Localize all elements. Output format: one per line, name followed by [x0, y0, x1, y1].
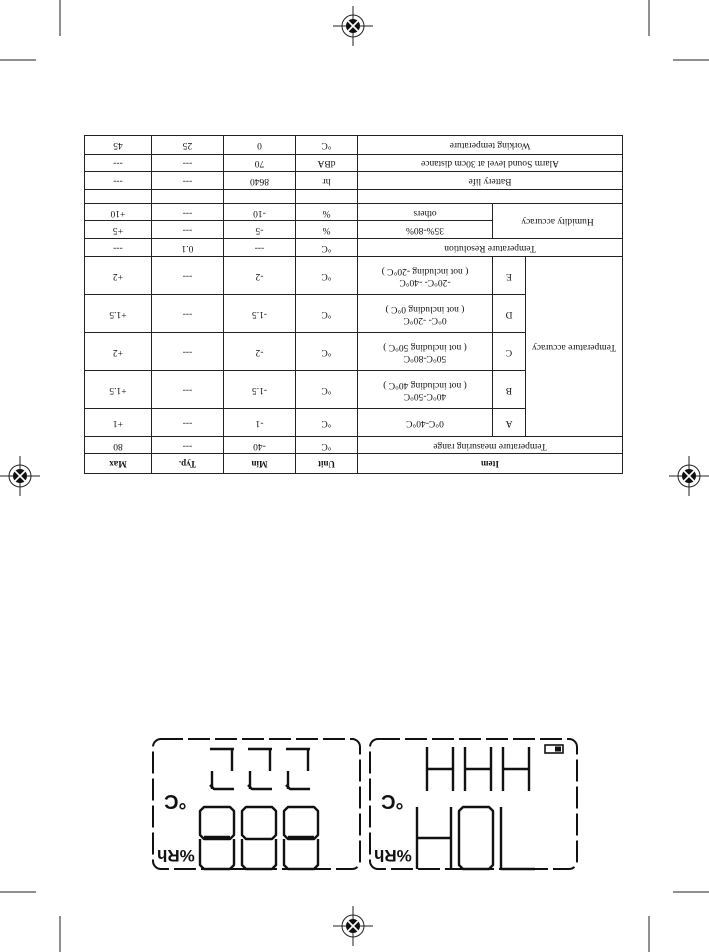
table-header-row [84, 454, 622, 474]
max-cell: +5 [84, 221, 151, 238]
table-row [84, 409, 622, 437]
unit-cell: °C [295, 295, 357, 333]
header-item: Item [357, 454, 622, 474]
item-cell: Battery life [357, 172, 622, 189]
table-row [84, 154, 622, 171]
registration-mark-right-icon [669, 456, 709, 496]
unit-cell: dBA [295, 154, 357, 171]
unit-celsius-label: °C [381, 790, 404, 812]
table-row [84, 437, 622, 454]
header-max: Max [84, 454, 151, 474]
min-cell: -40 [223, 437, 295, 454]
header-min: Min [223, 454, 295, 474]
registration-mark-bottom-icon [333, 906, 373, 946]
unit-rh-label: %Rh [374, 846, 412, 865]
registration-mark-left-icon [0, 456, 40, 496]
unit-cell: °C [295, 238, 357, 256]
item-cell: Alarm Sound level at 30cm distance [357, 154, 622, 171]
table-row-empty [84, 189, 622, 203]
lcd-display-right [369, 737, 579, 872]
max-cell: --- [84, 238, 151, 256]
unit-rh-label: %Rh [157, 846, 195, 865]
min-cell: -1.5 [223, 295, 295, 333]
max-cell: +1.5 [84, 295, 151, 333]
typ-cell: --- [151, 154, 223, 171]
min-cell: -5 [223, 221, 295, 238]
typ-cell: --- [151, 409, 223, 437]
registration-mark-top-icon [333, 6, 373, 46]
cond-line: 0°C-40°C [406, 418, 444, 429]
max-cell: +1 [84, 409, 151, 437]
item-cell: Temperature Resolution [357, 238, 622, 256]
cond-line: 40°C-50°C [403, 390, 447, 401]
max-cell: +10 [84, 203, 151, 220]
cond-note: ( not including 40°C ) [383, 379, 467, 390]
table-row [84, 172, 622, 189]
cond-cell [357, 333, 492, 371]
min-cell: 0 [223, 136, 295, 155]
max-cell: --- [84, 172, 151, 189]
max-cell: +2 [84, 333, 151, 371]
cond-cell [357, 409, 492, 437]
typ-cell: --- [151, 221, 223, 238]
unit-cell: °C [295, 409, 357, 437]
unit-cell: °C [295, 136, 357, 155]
typ-cell: 25 [151, 136, 223, 155]
code-cell: D [493, 295, 526, 333]
min-cell: -2 [223, 333, 295, 371]
lcd-display-left [152, 737, 362, 872]
unit-cell: °C [295, 333, 357, 371]
cond-line: 50°C-80°C [403, 352, 447, 363]
temp-accuracy-label: Temperature accuracy [526, 257, 623, 437]
unit-cell: °C [295, 257, 357, 295]
cond-cell [357, 371, 492, 409]
unit-cell: °C [295, 371, 357, 409]
max-cell: 45 [84, 136, 151, 155]
min-cell: -2 [223, 257, 295, 295]
min-cell: -1.5 [223, 371, 295, 409]
max-cell: +2 [84, 257, 151, 295]
code-cell: E [493, 257, 526, 295]
unit-cell: % [295, 203, 357, 220]
table-row [84, 136, 622, 155]
typ-cell: --- [151, 371, 223, 409]
typ-cell: --- [151, 203, 223, 220]
specification-table [85, 135, 623, 474]
typ-cell: --- [151, 437, 223, 454]
unit-celsius-label: °C [164, 790, 187, 812]
table-row [84, 221, 622, 238]
min-cell: --- [223, 238, 295, 256]
header-unit: Unit [295, 454, 357, 474]
typ-cell: --- [151, 172, 223, 189]
cond-note: ( not including 50°C ) [383, 341, 467, 352]
header-typ: Typ. [151, 454, 223, 474]
cond-note: ( not including 0°C ) [385, 303, 465, 314]
cond-note: ( not including -20°C ) [381, 265, 469, 276]
max-cell: +1.5 [84, 371, 151, 409]
typ-cell: --- [151, 257, 223, 295]
typ-cell: --- [151, 333, 223, 371]
unit-cell: % [295, 221, 357, 238]
cond-cell [357, 257, 492, 295]
min-cell: -10 [223, 203, 295, 220]
unit-cell: hr [295, 172, 357, 189]
humidity-accuracy-label: Humidity accuracy [493, 203, 623, 238]
item-cell: Temperature measuring range [357, 437, 622, 454]
code-cell: A [493, 409, 526, 437]
cond-cell: others [357, 203, 492, 220]
max-cell: 80 [84, 437, 151, 454]
item-cell: Working temperature [357, 136, 622, 155]
min-cell: 8640 [223, 172, 295, 189]
unit-cell: °C [295, 437, 357, 454]
cond-line: -20°C- -40°C [399, 276, 451, 287]
code-cell: B [493, 371, 526, 409]
cond-cell [357, 295, 492, 333]
min-cell: 70 [223, 154, 295, 171]
max-cell: --- [84, 154, 151, 171]
cond-line: 0°C- -20°C [403, 314, 447, 325]
min-cell: -1 [223, 409, 295, 437]
code-cell: C [493, 333, 526, 371]
table-row [84, 238, 622, 256]
typ-cell: 0.1 [151, 238, 223, 256]
typ-cell: --- [151, 295, 223, 333]
cond-cell: 35%-80% [357, 221, 492, 238]
